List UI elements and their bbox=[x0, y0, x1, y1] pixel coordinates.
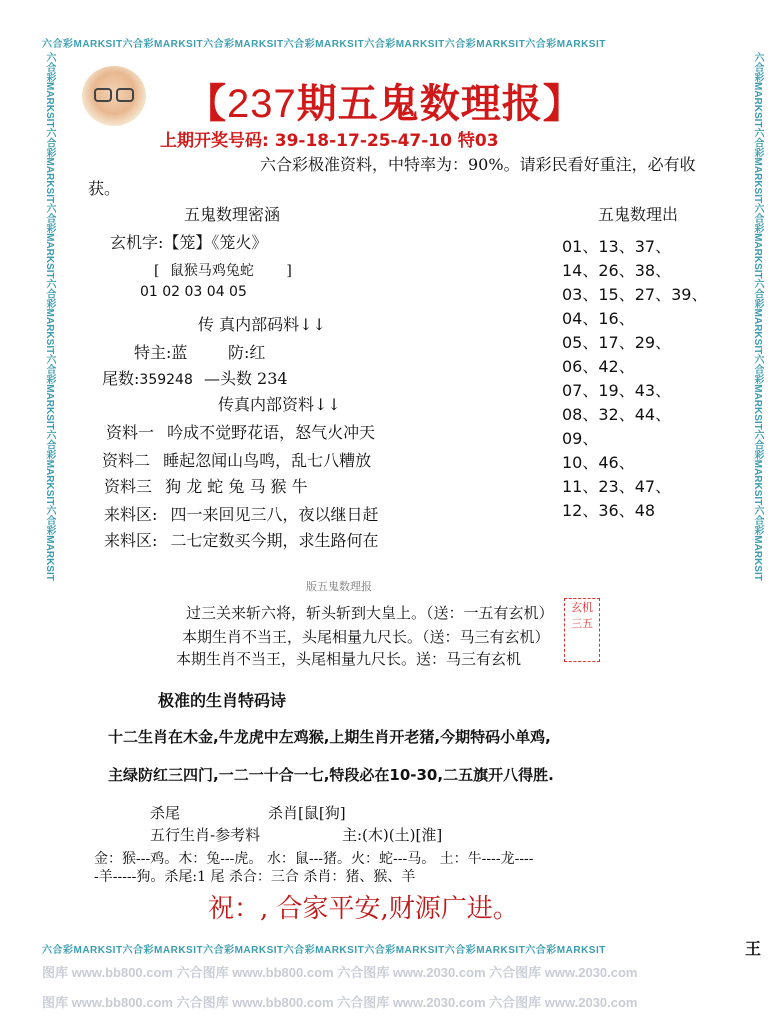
poem-line: 主绿防红三四门,一二一十合一七,特段必在10-30,二五旗开八得胜. bbox=[108, 766, 554, 784]
glasses-icon bbox=[94, 88, 112, 102]
item-text: 四一来回见三八，夜以继日赶 bbox=[170, 505, 379, 524]
kill-tail: 杀尾 bbox=[150, 804, 181, 822]
border-strip-bottom: 六合彩MARKSIT六合彩MARKSIT六合彩MARKSIT六合彩MARKSIT六合彩MARKSIT六合彩MARKSIT六合彩MARKSIT bbox=[42, 945, 606, 956]
kill-zodiac-value: [鼠[狗] bbox=[298, 804, 346, 822]
section-heading: 五鬼数理密涵 bbox=[184, 205, 281, 224]
number-row: 06、42、 bbox=[562, 357, 635, 376]
verse-line: 本期生肖不当王，头尾相量九尺长。送：马三有玄机 bbox=[176, 650, 522, 668]
number-row: 09、 bbox=[562, 429, 599, 448]
border-strip-right: 六合彩MARKSIT六合彩MARKSIT六合彩MARKSIT六合彩MARKSIT六合彩MARKSIT六合彩MARKSIT六合彩MARKSIT bbox=[752, 52, 763, 581]
list-item bbox=[104, 528, 379, 551]
poem-line: 十二生肖在木金,牛龙虎中左鸡猴,上期生肖开老猪,今期特码小单鸡, bbox=[108, 728, 551, 746]
verse-line: 过三关来斩六将，斩头斩到大皇上。（送：一五有玄机） bbox=[186, 604, 554, 622]
last-draw-line bbox=[160, 126, 499, 151]
xuanji-text: 玄机字:【笼】《笼火》 bbox=[110, 233, 268, 252]
intro-line: 六合彩极准资料，中特率为：90%。请彩民看好重注，必有收 bbox=[260, 155, 696, 174]
list-item bbox=[106, 420, 375, 443]
section-heading: 五鬼数理出 bbox=[598, 205, 679, 224]
red-stamp: 玄机 三五 bbox=[564, 598, 600, 662]
list-item bbox=[104, 502, 379, 525]
number-row: 03、15、27、39、 bbox=[562, 285, 708, 304]
item-label: 资料一 bbox=[106, 423, 155, 442]
page-title bbox=[186, 72, 584, 129]
tail-value: 359248 bbox=[139, 372, 193, 388]
number-row: 04、16、 bbox=[562, 309, 635, 328]
number-row: 07、19、43、 bbox=[562, 381, 672, 400]
head-value: —头数 234 bbox=[203, 369, 288, 388]
tail-head-line bbox=[102, 366, 288, 389]
zodiac-line bbox=[154, 260, 292, 280]
last-draw-special: 特03 bbox=[457, 131, 499, 151]
element-line: -羊-----狗。杀尾:1 尾 杀合：三合 杀肖：猪、猴、羊 bbox=[94, 869, 416, 885]
zodiac-numbers: 01 02 03 04 05 bbox=[140, 284, 247, 300]
kill-zodiac bbox=[268, 802, 346, 823]
list-item bbox=[104, 474, 308, 497]
portrait-image bbox=[82, 66, 146, 126]
number-row: 12、36、48 bbox=[562, 501, 656, 520]
intro-line: 获。 bbox=[88, 179, 121, 198]
te-zhu: 特主:蓝 bbox=[134, 343, 188, 362]
bracket: [ bbox=[154, 263, 160, 279]
item-text: 二七定数买今期，求生路何在 bbox=[170, 531, 379, 550]
item-label: 资料三 bbox=[104, 477, 153, 496]
fax-heading: 传真内部资料↓↓ bbox=[218, 395, 341, 414]
main-element: 主:(木)(土)[淮] bbox=[342, 826, 443, 844]
tail-label: 尾数: bbox=[102, 369, 140, 388]
watermark-row: 图库 www.bb800.com 六合图库 www.bb800.com 六合图库 www.2030.com 六合图库 www.2030.com bbox=[42, 965, 638, 980]
item-text: 睡起忽闻山鸟鸣，乱七八糟放 bbox=[163, 451, 372, 470]
element-line: 金：猴---鸡。木：兔---虎。 水：鼠---猪。火：蛇---马。 土：牛----龙---- bbox=[94, 851, 534, 867]
fax-heading: 传 真内部码料↓↓ bbox=[198, 315, 326, 334]
watermark-row: 图库 www.bb800.com 六合图库 www.bb800.com 六合图库 www.2030.com 六合图库 www.2030.com bbox=[42, 995, 638, 1010]
verse-line: 本期生肖不当王，头尾相量九尺长。（送：马三有玄机） bbox=[182, 628, 550, 646]
border-strip-left: 六合彩MARKSIT六合彩MARKSIT六合彩MARKSIT六合彩MARKSIT六合彩MARKSIT六合彩MARKSIT六合彩MARKSIT bbox=[44, 52, 55, 581]
item-label: 来料区: bbox=[104, 531, 158, 550]
glasses-icon bbox=[116, 88, 134, 102]
list-item bbox=[102, 448, 371, 471]
greeting: 祝：, 合家平安,财源广进。 bbox=[208, 894, 519, 924]
corner-mark: 王 bbox=[744, 939, 761, 958]
number-row: 08、32、44、 bbox=[562, 405, 672, 424]
item-text: 吟成不觉野花语，怒气火冲天 bbox=[167, 423, 376, 442]
wuxing-label: 五行生肖-参考料 bbox=[150, 826, 261, 844]
fang-text: 防:红 bbox=[228, 343, 266, 362]
title-bracket-close: 】 bbox=[542, 81, 584, 127]
number-row: 10、46、 bbox=[562, 453, 635, 472]
border-strip-top: 六合彩MARKSIT六合彩MARKSIT六合彩MARKSIT六合彩MARKSIT六合彩MARKSIT六合彩MARKSIT六合彩MARKSIT bbox=[42, 39, 606, 50]
last-draw-numbers: 39-18-17-25-47-10 bbox=[274, 131, 452, 151]
bracket: ] bbox=[286, 263, 292, 279]
zodiac-text: 鼠猴马鸡兔蛇 bbox=[169, 263, 254, 279]
issue-number: 237 bbox=[227, 82, 297, 126]
kill-zodiac-label: 杀肖 bbox=[268, 804, 299, 822]
poem-heading: 极准的生肖特码诗 bbox=[158, 691, 287, 710]
title-bracket-open: 【 bbox=[186, 81, 227, 127]
number-row: 14、26、38、 bbox=[562, 261, 672, 280]
item-label: 来料区: bbox=[104, 505, 158, 524]
faded-heading: 版五鬼数理报 bbox=[306, 580, 372, 593]
item-text: 狗 龙 蛇 兔 马 猴 牛 bbox=[165, 477, 308, 496]
number-row: 01、13、37、 bbox=[562, 237, 672, 256]
number-row: 11、23、47、 bbox=[562, 477, 672, 496]
last-draw-label: 上期开奖号码: bbox=[160, 131, 269, 151]
item-label: 资料二 bbox=[102, 451, 151, 470]
title-text: 期五鬼数理报 bbox=[296, 81, 543, 127]
number-row: 05、17、29、 bbox=[562, 333, 672, 352]
